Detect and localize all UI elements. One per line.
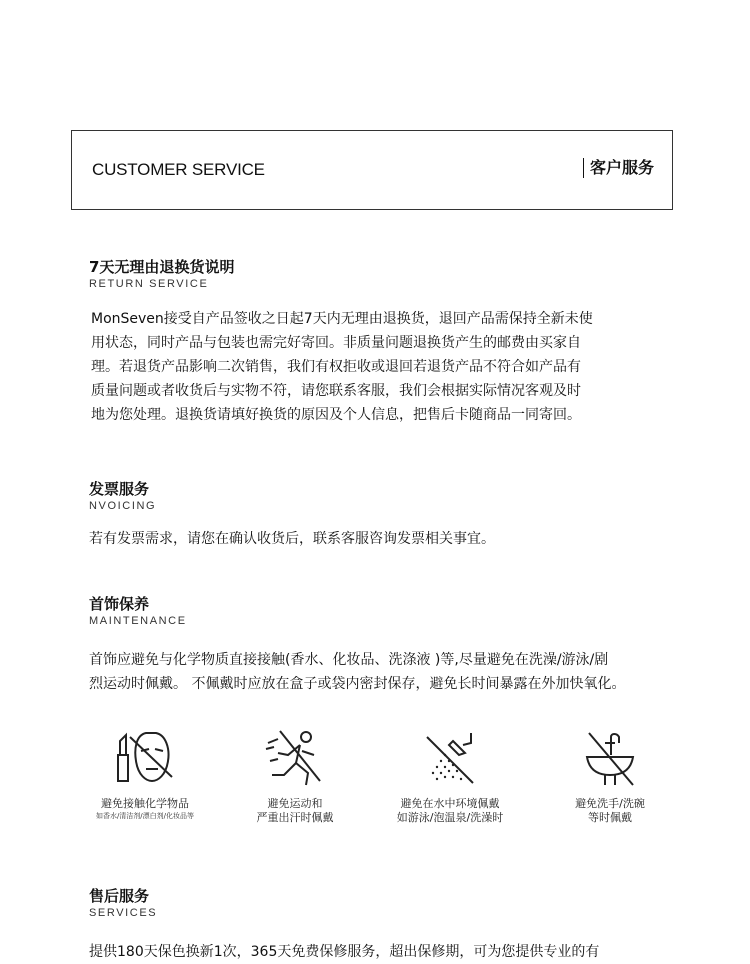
care-icon-item [535, 725, 685, 825]
return-body [89, 307, 679, 427]
care-icon-label: 避免洗手/洗碗 [575, 797, 645, 810]
maintenance-line: 首饰应避免与化学物质直接接触(香水、化妆品、洗涤液 )等,尽量避免在洗澡/游泳/剧 [89, 652, 609, 668]
after-sales-line: 提供180天保色换新1次，365天免费保修服务，超出保修期，可为您提供专业的有 [89, 944, 600, 960]
invoice-subtitle: NVOICING [89, 500, 157, 512]
customer-service-header [71, 130, 673, 210]
care-icon-item [70, 725, 220, 822]
return-subtitle: RETURN SERVICE [89, 278, 209, 290]
maintenance-line: 烈运动时佩戴。 不佩戴时应放在盒子或袋内密封保存，避免长时间暴露在外加快氧化。 [89, 676, 626, 692]
header-title-cn: 客户服务 [583, 158, 654, 178]
return-line: 质量问题或者收货后与实物不符，请您联系客服，我们会根据实际情况客观及时 [91, 383, 581, 399]
invoice-body [89, 527, 679, 551]
maintenance-section [89, 594, 679, 696]
return-title: 7天无理由退换货说明 [89, 258, 235, 276]
after-sales-subtitle: SERVICES [89, 907, 158, 919]
maintenance-subtitle: MAINTENANCE [89, 615, 187, 627]
care-icon-label: 避免接触化学物品 [101, 797, 189, 810]
care-icon-sub: 严重出汗时佩戴 [256, 811, 334, 824]
care-icon-sub: 如香水/清洁剂/漂白剂/化妆品等 [95, 812, 195, 820]
cosmetics-mask-icon [110, 725, 180, 791]
return-section [89, 257, 679, 427]
return-line: 地为您处理。退换货请填好换货的原因及个人信息，把售后卡随商品一同寄回。 [91, 407, 581, 423]
return-line: 理。若退货产品影响二次销售，我们有权拒收或退回若退货产品不符合如产品有 [91, 359, 581, 375]
after-sales-body [89, 940, 679, 964]
shower-icon [415, 725, 485, 791]
after-sales-title: 售后服务 [89, 887, 150, 905]
after-sales-section [89, 886, 679, 964]
care-icon-sub: 如游泳/泡温泉/洗澡时 [396, 811, 504, 824]
sink-no-icon [575, 725, 645, 791]
care-icon-item [375, 725, 525, 825]
invoice-section [89, 479, 679, 551]
invoice-title: 发票服务 [89, 480, 150, 498]
care-icon-label: 避免在水中环境佩戴 [400, 797, 500, 810]
maintenance-body [89, 648, 679, 696]
care-icon-sub: 等时佩戴 [588, 811, 632, 824]
care-icons-row [70, 725, 680, 835]
header-title-en: CUSTOMER SERVICE [92, 160, 265, 179]
return-line: 用状态，同时产品与包装也需完好寄回。非质量问题退换货产生的邮费由买家自 [91, 335, 581, 351]
running-sweat-icon [260, 725, 330, 791]
maintenance-title: 首饰保养 [89, 595, 150, 613]
invoice-line: 若有发票需求，请您在确认收货后，联系客服咨询发票相关事宜。 [89, 531, 495, 547]
care-icon-item [220, 725, 370, 825]
return-line: MonSeven接受自产品签收之日起7天内无理由退换货，退回产品需保持全新未使 [91, 311, 593, 327]
care-icon-label: 避免运动和 [267, 797, 323, 810]
